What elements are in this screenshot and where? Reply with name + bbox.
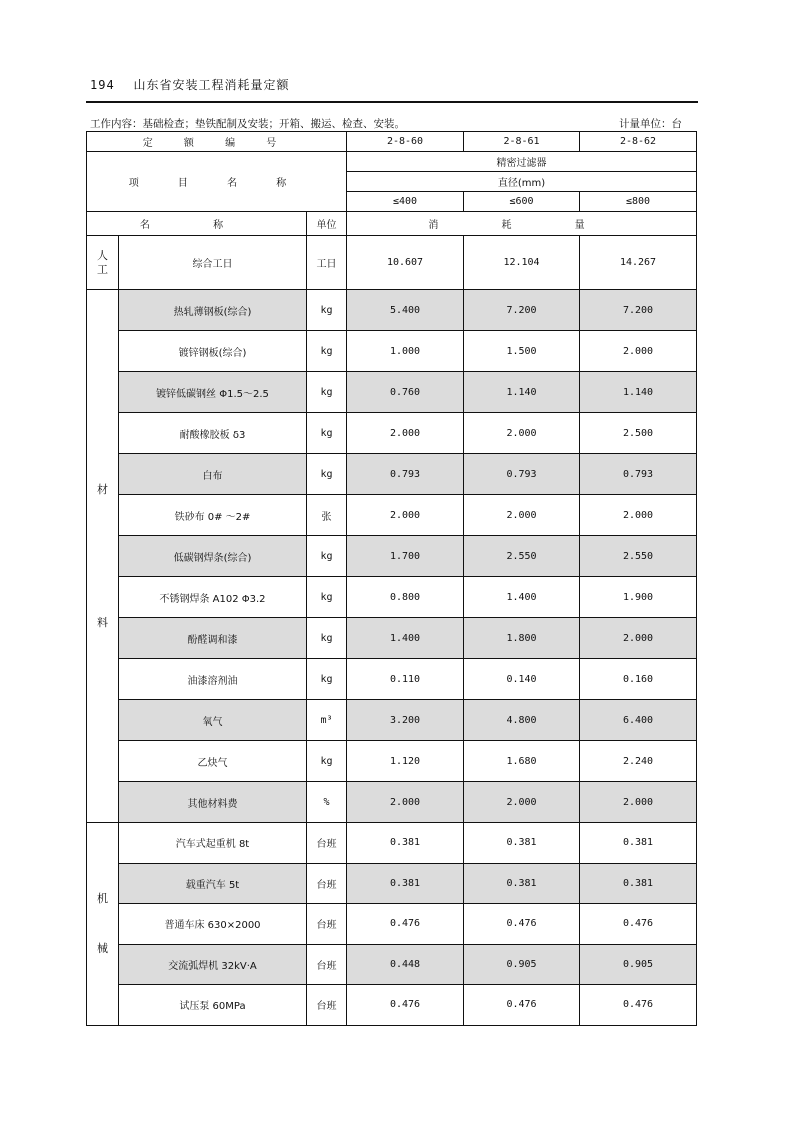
item-name: 综合工日	[119, 236, 307, 290]
item-name: 白布	[119, 454, 307, 495]
consumption-value: 0.800	[347, 577, 464, 618]
consumption-value: 1.500	[464, 331, 580, 372]
col-consumption-header: 消 耗 量	[347, 212, 697, 236]
consumption-value: 0.381	[464, 823, 580, 864]
table-row	[87, 700, 697, 741]
item-unit: m³	[307, 700, 347, 741]
consumption-value: 2.000	[347, 782, 464, 823]
item-name: 交流弧焊机 32kV·A	[119, 944, 307, 985]
quota-code: 2-8-62	[580, 132, 697, 152]
item-unit: 张	[307, 495, 347, 536]
quota-table	[86, 131, 697, 1026]
consumption-value: 2.500	[580, 413, 697, 454]
item-unit: kg	[307, 454, 347, 495]
consumption-value: 0.381	[347, 823, 464, 864]
consumption-value: 0.476	[347, 985, 464, 1026]
table-row	[87, 863, 697, 904]
page-number: 194	[90, 78, 115, 92]
table-row	[87, 741, 697, 782]
consumption-value: 7.200	[580, 290, 697, 331]
item-unit: 台班	[307, 985, 347, 1026]
item-unit: kg	[307, 577, 347, 618]
item-unit: kg	[307, 372, 347, 413]
consumption-value: 2.000	[580, 495, 697, 536]
table-row	[87, 290, 697, 331]
table-row	[87, 782, 697, 823]
table-row	[87, 985, 697, 1026]
consumption-value: 1.120	[347, 741, 464, 782]
param-value: ≤400	[347, 192, 464, 212]
table-row	[87, 659, 697, 700]
category-label: 机	[97, 891, 108, 905]
consumption-value: 0.476	[580, 985, 697, 1026]
consumption-value: 4.800	[464, 700, 580, 741]
item-name: 乙炔气	[119, 741, 307, 782]
page-header	[90, 76, 290, 93]
consumption-value: 3.200	[347, 700, 464, 741]
item-unit: 台班	[307, 823, 347, 864]
consumption-value: 0.448	[347, 944, 464, 985]
consumption-value: 0.793	[464, 454, 580, 495]
consumption-value: 0.381	[580, 823, 697, 864]
item-name-label: 项 目 名 称	[87, 152, 347, 212]
consumption-value: 5.400	[347, 290, 464, 331]
quota-code: 2-8-61	[464, 132, 580, 152]
category-cell	[87, 290, 119, 823]
item-name: 其他材料费	[119, 782, 307, 823]
consumption-value: 2.550	[464, 536, 580, 577]
param-value: ≤800	[580, 192, 697, 212]
consumption-value: 0.905	[580, 944, 697, 985]
table-row	[87, 823, 697, 864]
category-cell	[87, 236, 119, 290]
consumption-value: 1.900	[580, 577, 697, 618]
table-row	[87, 236, 697, 290]
item-title: 精密过滤器	[347, 152, 697, 172]
consumption-value: 0.476	[347, 904, 464, 945]
table-row	[87, 495, 697, 536]
category-cell	[87, 823, 119, 1026]
item-name: 汽车式起重机 8t	[119, 823, 307, 864]
consumption-value: 1.140	[580, 372, 697, 413]
consumption-value: 0.381	[464, 863, 580, 904]
consumption-value: 2.000	[464, 495, 580, 536]
consumption-value: 0.793	[580, 454, 697, 495]
consumption-value: 2.000	[347, 495, 464, 536]
consumption-value: 1.140	[464, 372, 580, 413]
item-name: 热轧薄钢板(综合)	[119, 290, 307, 331]
item-name: 耐酸橡胶板 δ3	[119, 413, 307, 454]
item-name: 油漆溶剂油	[119, 659, 307, 700]
consumption-value: 2.000	[464, 782, 580, 823]
measurement-unit: 计量单位：台	[619, 118, 682, 130]
category-label: 械	[97, 942, 108, 956]
col-unit-header: 单位	[307, 212, 347, 236]
item-unit: kg	[307, 536, 347, 577]
item-name: 普通车床 630×2000	[119, 904, 307, 945]
category-label: 材	[97, 482, 108, 496]
consumption-value: 2.000	[347, 413, 464, 454]
consumption-value: 7.200	[464, 290, 580, 331]
consumption-value: 1.400	[347, 618, 464, 659]
table-row	[87, 413, 697, 454]
item-name: 酚醛调和漆	[119, 618, 307, 659]
item-unit: kg	[307, 741, 347, 782]
header-rule	[86, 101, 698, 103]
item-name: 不锈钢焊条 A102 Φ3.2	[119, 577, 307, 618]
table-row	[87, 536, 697, 577]
consumption-value: 1.680	[464, 741, 580, 782]
item-name: 试压泵 60MPa	[119, 985, 307, 1026]
item-name: 低碳钢焊条(综合)	[119, 536, 307, 577]
item-unit: kg	[307, 659, 347, 700]
consumption-value: 0.905	[464, 944, 580, 985]
consumption-value: 0.476	[580, 904, 697, 945]
consumption-value: 2.000	[580, 782, 697, 823]
consumption-value: 0.160	[580, 659, 697, 700]
item-unit: kg	[307, 413, 347, 454]
category-label: 料	[97, 616, 108, 630]
category-label: 人 工	[97, 249, 108, 276]
table-row	[87, 904, 697, 945]
item-unit: kg	[307, 290, 347, 331]
consumption-value: 1.700	[347, 536, 464, 577]
table-row	[87, 944, 697, 985]
item-name: 镀锌钢板(综合)	[119, 331, 307, 372]
table-row	[87, 331, 697, 372]
param-value: ≤600	[464, 192, 580, 212]
item-unit: 台班	[307, 863, 347, 904]
item-name: 铁砂布 0# ～2#	[119, 495, 307, 536]
consumption-value: 0.793	[347, 454, 464, 495]
consumption-value: 10.607	[347, 236, 464, 290]
consumption-value: 0.140	[464, 659, 580, 700]
consumption-value: 2.000	[464, 413, 580, 454]
consumption-value: 2.550	[580, 536, 697, 577]
consumption-value: 0.110	[347, 659, 464, 700]
item-unit: 台班	[307, 904, 347, 945]
table-row	[87, 454, 697, 495]
consumption-value: 2.240	[580, 741, 697, 782]
table-row	[87, 577, 697, 618]
consumption-value: 0.381	[580, 863, 697, 904]
item-name: 载重汽车 5t	[119, 863, 307, 904]
consumption-value: 0.476	[464, 985, 580, 1026]
item-unit: %	[307, 782, 347, 823]
consumption-value: 0.760	[347, 372, 464, 413]
item-name: 镀锌低碳钢丝 Φ1.5～2.5	[119, 372, 307, 413]
item-name: 氧气	[119, 700, 307, 741]
item-unit: 工日	[307, 236, 347, 290]
item-unit: kg	[307, 331, 347, 372]
col-name-header: 名 称	[87, 212, 307, 236]
param-label: 直径(mm)	[347, 172, 697, 192]
table-row	[87, 618, 697, 659]
consumption-value: 12.104	[464, 236, 580, 290]
quota-number-label: 定 额 编 号	[87, 132, 347, 152]
work-content: 工作内容：基础检查；垫铁配制及安装；开箱、搬运、检查、安装。	[90, 118, 405, 130]
consumption-value: 0.476	[464, 904, 580, 945]
book-title: 山东省安装工程消耗量定额	[133, 78, 290, 92]
consumption-value: 1.000	[347, 331, 464, 372]
consumption-value: 14.267	[580, 236, 697, 290]
item-unit: kg	[307, 618, 347, 659]
consumption-value: 2.000	[580, 618, 697, 659]
consumption-value: 0.381	[347, 863, 464, 904]
quota-code: 2-8-60	[347, 132, 464, 152]
item-unit: 台班	[307, 944, 347, 985]
consumption-value: 1.400	[464, 577, 580, 618]
consumption-value: 1.800	[464, 618, 580, 659]
consumption-value: 2.000	[580, 331, 697, 372]
consumption-value: 6.400	[580, 700, 697, 741]
table-row	[87, 372, 697, 413]
